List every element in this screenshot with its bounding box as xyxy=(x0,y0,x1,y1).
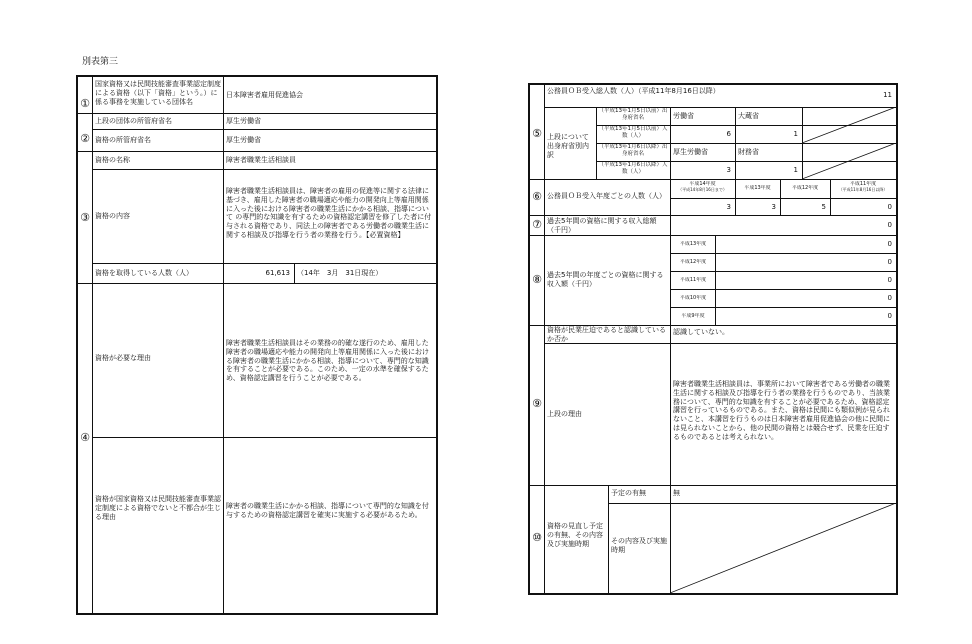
right-table xyxy=(528,83,898,595)
mark-4: ④ xyxy=(80,431,90,444)
detail-label: その内容及び実施時期 xyxy=(611,537,667,554)
crowding-out-label: 資格が民業圧迫であると認識しているか否か xyxy=(547,326,666,343)
ob-count-h14: 3 xyxy=(726,203,731,211)
ob-total-value: 11 xyxy=(883,91,892,99)
income-h13: 0 xyxy=(887,240,892,248)
ob-count-h12: 5 xyxy=(821,203,826,211)
plan-value: 無 xyxy=(673,489,680,497)
ob-year-h13: 平成13年度 xyxy=(744,185,771,191)
mark-9: ⑨ xyxy=(532,397,542,410)
plan-label: 予定の有無 xyxy=(611,489,646,497)
ob-count-h11: 0 xyxy=(887,203,892,211)
pre-count-1: 6 xyxy=(726,130,731,138)
income-h11: 0 xyxy=(887,276,892,284)
org-ministry-value: 厚生労働省 xyxy=(226,117,261,125)
mark-7: ⑦ xyxy=(532,218,542,231)
income-year-h13: 平成13年度 xyxy=(679,241,707,247)
reason-label: 上段の理由 xyxy=(547,410,582,418)
inconvenience-label: 資格が国家資格又は民間技能審査事業認定制度による資格でないと不都合が生じる理由 xyxy=(95,495,221,521)
income-yearly-label: 過去5年間の年度ごとの資格に関する収入額（千円） xyxy=(547,271,664,288)
ob-yearly-label: 公務員ＯＢ受入年度ごとの人数（人） xyxy=(547,192,666,200)
qual-content-value: 障害者職業生活相談員は、障害者の雇用の促進等に関する法律に基づき、雇用した障害者の職場適応や能力の開発向上等雇用関係に入った後における障害者の職業生活にかかる相談、指導について の専門的な知識を有するための資格認定講習を修了した者に付与される資格であり、同法上の障害者である労働者の職業生活に関する相談及び指導を行う者の業務を行う。【必置資格】 xyxy=(226,187,432,239)
need-reason-value: 障害者職業生活相談員はその業務の的確な遂行のため、雇用した障害者の職場適応や能力の開発向上等雇用関係に入った後における障害者の職業生活にかかる相談、指導について、専門的な知識を有することが必要である。このため、一定の水準を確保するため、資格認定講習を行うことが必要である。 xyxy=(226,339,429,382)
ob-year-h12: 平成12年度 xyxy=(791,185,819,191)
blank-cell-diagonal-c xyxy=(670,503,896,593)
qual-name-label: 資格の名称 xyxy=(95,156,130,164)
income-year-h9: 平成9年度 xyxy=(681,313,705,319)
mark-6: ⑥ xyxy=(532,190,542,203)
ob-year-h11-sub: （平成11年8月16日以降） xyxy=(838,187,888,193)
income-total-label: 過去5年間の資格に関する収入総額（千円） xyxy=(547,217,657,234)
ob-year-h14 xyxy=(671,181,734,192)
mark-1: ① xyxy=(80,97,90,110)
pre-ministry-1: 労働省 xyxy=(673,112,694,120)
ob-count-h13: 3 xyxy=(771,203,776,211)
need-reason-label: 資格が必要な理由 xyxy=(95,354,151,362)
org-name-label: 国家資格又は民間技能審査事業認定制度による資格（以下「資格」という。）に係る事務を実施している団体名 xyxy=(95,80,221,106)
pre-count-2: 1 xyxy=(793,130,798,138)
post-count-2: 1 xyxy=(793,166,798,174)
income-h9: 0 xyxy=(887,312,892,320)
page-label: 別表第三 xyxy=(82,57,119,67)
ob-year-h14-sub: （平成14年8月16日まで） xyxy=(678,187,727,193)
mark-10: ⑩ xyxy=(532,531,542,544)
blank-cell-diagonal-b xyxy=(802,143,896,179)
holder-count-label: 資格を取得している人数（人） xyxy=(95,269,193,277)
blank-cell-diagonal-a xyxy=(802,107,896,143)
post-ministry-1: 厚生労働省 xyxy=(673,148,708,156)
pre-count-label: （平成13年1月5日以前）人数（人） xyxy=(598,126,668,139)
ob-year-h14-label: 平成14年度 xyxy=(689,181,716,187)
post-count-1: 3 xyxy=(726,166,731,174)
ob-total-label: 公務員ＯＢ受入総人数（人）（平成11年8月16日以降） xyxy=(547,87,720,95)
income-total-value: 0 xyxy=(887,221,892,229)
income-h12: 0 xyxy=(887,258,892,266)
ob-breakdown-label: 上段について出身府省別内訳 xyxy=(547,133,589,159)
qual-ministry-label: 資格の所管府省名 xyxy=(95,136,151,144)
inconvenience-value: 障害者の職業生活にかかる相談、指導について専門的な知識を付与するための資格認定講習を確実に実施する必要があるため。 xyxy=(226,502,429,519)
post-ministry-2: 財務省 xyxy=(738,148,759,156)
income-year-h11: 平成11年度 xyxy=(679,277,707,283)
crowding-out-value: 認識していない。 xyxy=(673,328,729,336)
post-count-label: （平成13年1月6日以降）人数（人） xyxy=(598,162,668,175)
mark-8: ⑧ xyxy=(532,273,542,286)
qual-ministry-value: 厚生労働省 xyxy=(226,136,261,144)
reason-value: 障害者職業生活相談員は、事業所において障害者である労働者の職業生活に関する相談及び指導を行う者の業務を行うものであり、当該業務について、専門的な知識を有することが必要であるため、資格認定講習を行っているものである。また、資格は民間にも類似例が見られないこと、本講習を行うものは日本障害者雇用促進協会の他に民間には見られないことから、他の民間の資格とは競合せず、民業を圧迫するものであるとは考えられない。 xyxy=(673,380,890,441)
income-year-h10: 平成10年度 xyxy=(679,295,707,301)
ob-year-h11 xyxy=(831,181,895,192)
org-name-value: 日本障害者雇用促進協会 xyxy=(226,91,303,99)
holder-count-value: 61,613 xyxy=(265,269,290,277)
review-label: 資格の見直し予定の有無、その内容及び実施時期 xyxy=(547,522,603,548)
ob-year-h11-label: 平成11年度 xyxy=(849,181,877,187)
qual-content-label: 資格の内容 xyxy=(95,212,130,220)
mark-2: ② xyxy=(80,132,90,145)
org-ministry-label: 上段の団体の所管府省名 xyxy=(95,117,172,125)
pre-ministry-2: 大蔵省 xyxy=(738,112,759,120)
qual-name-value: 障害者職業生活相談員 xyxy=(226,156,296,164)
pre-ministry-label: （平成13年1月5日以前）出身府省名 xyxy=(598,108,668,121)
income-h10: 0 xyxy=(887,294,892,302)
post-ministry-label: （平成13年1月6日以降）出身府省名 xyxy=(598,144,668,157)
mark-5: ⑤ xyxy=(532,127,542,140)
holder-count-date: （14年 3月 31日現在） xyxy=(297,269,383,277)
left-table xyxy=(76,75,438,615)
income-year-h12: 平成12年度 xyxy=(679,259,707,265)
mark-3: ③ xyxy=(80,211,90,224)
